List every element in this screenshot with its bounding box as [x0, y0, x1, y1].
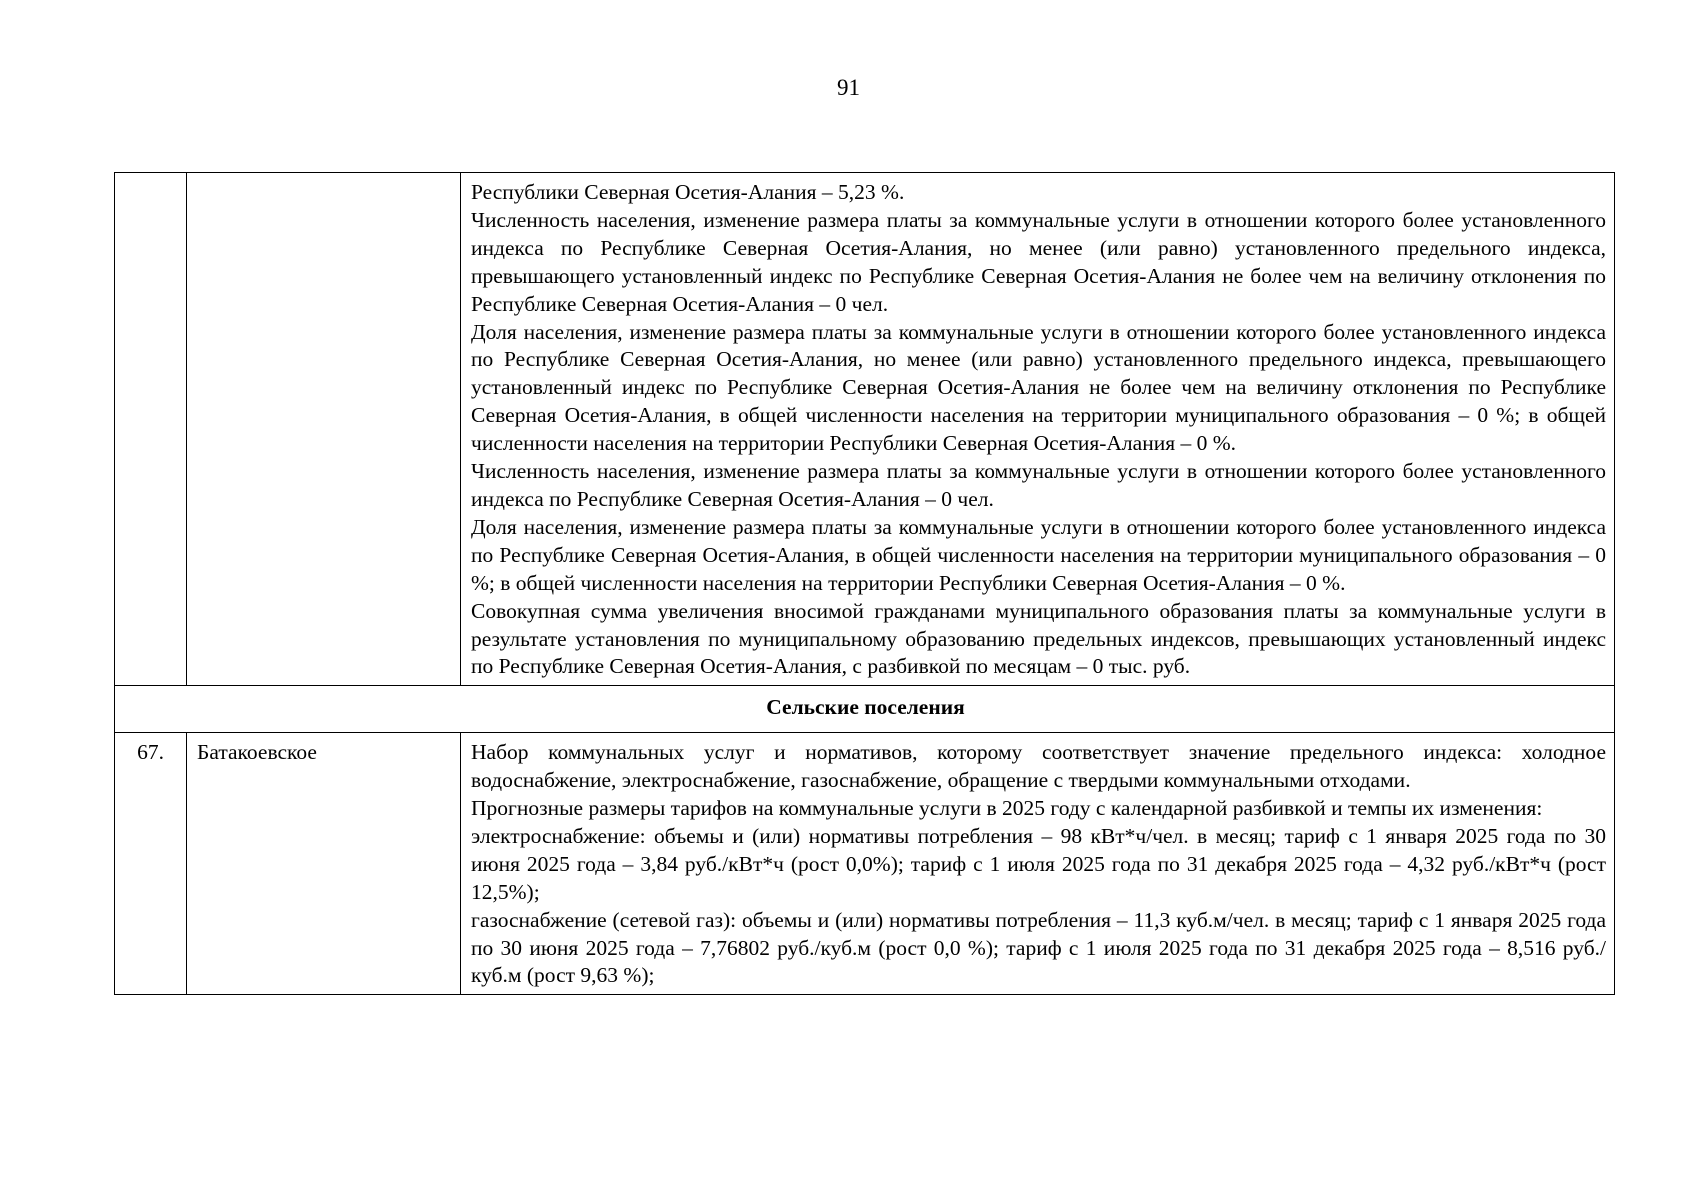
- description-paragraph: Численность населения, изменение размера платы за коммунальные услуги в отношении которого более установленного индекса по Республике Северная Осетия-Алания, но менее (или равно) установленного предельного индекса, превышающего установленный индекс по Республике Северная Осетия-Алания не более чем на величину отклонения по Республике Северная Осетия-Алания – 0 чел.: [471, 207, 1606, 316]
- row-number-cell: [115, 173, 187, 686]
- description-paragraph: электроснабжение: объемы и (или) нормативы потребления – 98 кВт*ч/чел. в месяц; тариф с 1 января 2025 года по 30 июня 2025 года – 3,84 руб./кВт*ч (рост 0,0%); тариф с 1 июля 2025 года по 31 декабря 2025 года – 4,32 руб./кВт*ч (рост 12,5%);: [471, 823, 1606, 904]
- description-paragraph: Набор коммунальных услуг и нормативов, которому соответствует значение предельного индекса: холодное водоснабжение, электроснабжение, газоснабжение, обращение с твердыми коммунальными отходами.: [471, 740, 1606, 793]
- description-cell: [461, 173, 1615, 686]
- row-number-cell: 67.: [115, 733, 187, 995]
- description-paragraph: Совокупная сумма увеличения вносимой гражданами муниципального образования платы за коммунальные услуги в результате установления по муниципальному образованию предельных индексов, превышающих установленный индекс по Республике Северная Осетия-Алания, с разбивкой по месяцам – 0 тыс. руб.: [471, 598, 1606, 679]
- table-row-67: [115, 733, 1615, 995]
- page-number: 91: [837, 75, 860, 100]
- table-row-section-header: [115, 686, 1615, 733]
- table-row-continuation: [115, 173, 1615, 686]
- municipality-name-cell: [187, 173, 461, 686]
- description-paragraph: Республики Северная Осетия-Алания – 5,23 %.: [471, 180, 905, 204]
- description-paragraph: Прогнозные размеры тарифов на коммунальные услуги в 2025 году с календарной разбивкой и темпы их изменения:: [471, 796, 1543, 821]
- municipality-name-cell: Батакоевское: [187, 733, 461, 995]
- description-paragraph: газоснабжение (сетевой газ): объемы и (или) нормативы потребления – 11,3 куб.м/чел. в месяц; тариф с 1 января 2025 года по 30 июня 2025 года – 7,76802 руб./куб.м (рост 0,0 %); тариф с 1 июля 2025 года по 31 декабря 2025 года – 8,516 руб./куб.м (рост 9,63 %);: [471, 907, 1606, 988]
- tariff-table: [114, 172, 1615, 995]
- description-paragraph: Доля населения, изменение размера платы за коммунальные услуги в отношении которого более установленного индекса по Республике Северная Осетия-Алания, но менее (или равно) установленного предельного индекса, превышающего установленный индекс по Республике Северная Осетия-Алания не более чем на величину отклонения по Республике Северная Осетия-Алания, в общей численности населения на территории муниципального образования – 0 %; в общей численности населения на территории Республики Северная Осетия-Алания – 0 %.: [471, 319, 1606, 456]
- section-header: Сельские поселения: [115, 686, 1615, 733]
- description-paragraph: Численность населения, изменение размера платы за коммунальные услуги в отношении которого более установленного индекса по Республике Северная Осетия-Алания – 0 чел.: [471, 459, 1606, 511]
- description-cell: [461, 733, 1615, 995]
- description-paragraph: Доля населения, изменение размера платы за коммунальные услуги в отношении которого более установленного индекса по Республике Северная Осетия-Алания, в общей численности населения на территории муниципального образования – 0 %; в общей численности населения на территории Республики Северная Осетия-Алания – 0 %.: [471, 514, 1606, 595]
